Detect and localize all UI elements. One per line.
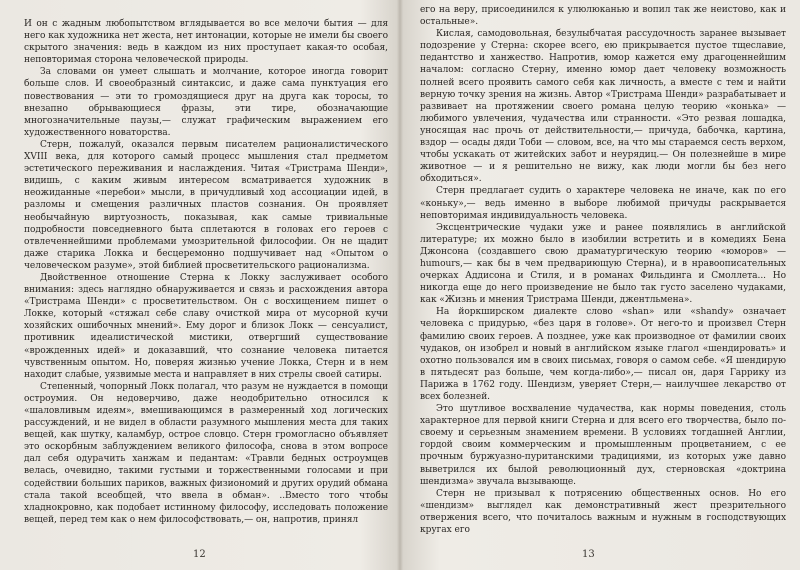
- page-number-left: 12: [193, 549, 206, 560]
- right-paragraph-6: Это шутливое восхваление чудачества, как нормы поведения, столь характерное для первой книги Стерна и для всего его творчества, было по-своему и серьезным знамением времени. В условиях тогдашней Англии, гордой своим коммерческим и промышленным процветанием, с ее прочным буржуазно-пуританскими традициями, из которых уже давно выветрился их былой революционный дух, стерновская «доктрина шендизма» звучала вызывающе.: [420, 404, 786, 487]
- left-paragraph-1: И он с жадным любопытством вглядывается во все мелочи бытия — для него как художника нет жеста, нет интонации, которые не имели бы своего скрытого значения: ведь в каждом из них проступает какая-то особая, неповторимая сторона человеческой природы.: [24, 19, 388, 66]
- left-paragraph-5: Степенный, чопорный Локк полагал, что разум не нуждается в помощи остроумия. Он недоверчиво, даже неодобрительно относился к «шаловливым идеям», вмешивающимся в размеренный ход логических рассуждений, и не видел в области разумного мышления места для таких вещей, как шутку, каламбур, острое словцо. Стерн громогласно объявляет это оскорбным заблуждением великого философа, снова в этом вопросе дал себя одурачить ханжам и педантам: «Травли бедных остроумцев велась, очевидно, такими густыми и торжественными голосами и при содействии больших париков, важных физиономий и других орудий обмана стала такой всеобщей, что ввела в обман». ..Вместо того чтобы хладнокровно, как подобает истинному философу, исследовать положение вещей, перед тем как о нем философствовать,— он, напротив, принял: [24, 381, 388, 525]
- right-paragraph-3: Стерн предлагает судить о характере человека не иначе, как по его «коньку»,— ведь именно в выборе любимой причуды раскрывается неповторимая индивидуальность человека.: [420, 186, 786, 221]
- left-paragraph-4: Двойственное отношение Стерна к Локку заслуживает особого внимания: здесь наглядно обнаруживается и связь и расхождения автора «Тристрама Шенди» с просветительством. Он с восхищением пишет о Локке, который «стяжал себе славу очисткой мира от мусорной кучи хозяйских ошибочных мнений». Ему дорог и близок Локк — сенсуалист, противник идеалистической мистики, отвергший существование «врожденных идей» и доказавший, что сознание человека питается чувственным опытом. Но, поверяя жизнью учение Локка, Стерн и в нем находит слабые, уязвимые места и направляет в них стрелы своей сатиры.: [24, 272, 388, 380]
- left-paragraph-2: За словами он умеет слышать и молчание, которое иногда говорит больше слов. И своеобразный синтаксис, и даже сама пунктуация его повествования — эти то громоздящиеся друг на друга как торосы, то внезапно обрывающиеся фразы, эти тире, обозначающие многозначительные паузы,— служат графическим выражением его художественного новаторства.: [24, 67, 388, 138]
- right-paragraph-2: Кислая, самодовольная, безулыбчатая рассудочность заранее вызывает подозрение у Стерна: скорее всего, ею прикрывается пустое тщеславие, педантство и ханжество. Напротив, юмор кажется ему драгоценнейшим началом: согласно Стерну, именно юмор дает человеку возможность полней всего проявить самого себя как личность, а вместе с тем и найти верную точку зрения на жизнь. Автор «Тристрама Шенди» разрабатывает и развивает на протяжении своего романа целую теорию «конька» — любимого увлечения, чудачества или странности. «Это резвая лошадка, уносящая нас прочь от действительности,— причуда, бабочка, картина, вздор — осады дяди Тоби — словом, все, на что мы стараемся сесть верхом, чтобы ускакать от житейских забот и неурядиц.— Он полезнейше в мире животное — и я решительно не вижу, как люди могли бы без него обходиться».: [420, 29, 786, 185]
- left-paragraph-3: Стерн, пожалуй, оказался первым писателем рационалистического XVIII века, для которого самый процесс мышления стал предметом эстетического переживания и наслаждения. Читая «Тристрама Шенди», видишь, с каким живым интересом всматривается художник в неожиданные «перебои» мысли, в причудливый ход ассоциации идей, в разломы и смещения различных пластов сознания. Он проявляет необычайную виртуозность, показывая, как самые тривиальные подробности повседневного быта сплетаются в головах его героев с отвлеченнейшими проблемами умозрительной философии. Он не щадит даже старика Локка и бесцеремонно подшучивает над «Опытом о человеческом разуме», этой библией просветительского рационализма.: [24, 139, 388, 271]
- right-paragraph-5: На йоркширском диалекте слово «shan» или «shandy» означает человека с придурью, «без царя в голове». От него-то и произвел Стерн фамилию своих героев. А позднее, уже как производное от фамилии своих чудаков, он изобрел и новый в английском языке глагол «шендировать» и охотно пользовался им в своих письмах, говоря о самом себе. «Я шендирую в пятьдесят раз больше, чем когда-либо»,— писал он, даря Гаррику из Парижа в 1762 году. Шендизм, уверяет Стерн,— наилучшее лекарство от всех болезней.: [420, 307, 786, 402]
- right-paragraph-7: Стерн не призывал к потрясению общественных основ. Но его «шендизм» выглядел как демонстративный жест презрительного отвержения всего, что почиталось важным и нужным в господствующих кругах его: [420, 488, 786, 536]
- right-paragraph-4: Эксцентрические чудаки уже и ранее появлялись в английской литературе; их можно было в изобилии встретить и в комедиях Бена Джонсона (создавшего свою драматургическую теорию «юморов» — humours,— как бы в чем предвариющую Стерна), и в нравоописательных очерках Аддисона и Стиля, и в романах Фильдинга и Смоллета... Но никогда еще до него произведение не было так густо заселено чудаками, как «Жизнь и мнения Тристрама Шенди, джентльмена».: [420, 222, 786, 306]
- right-paragraph-1: его на веру, присоединился к улюлюканью и вопил так же неистово, как и остальные».: [420, 5, 786, 28]
- page-number-right: 13: [582, 549, 595, 560]
- right-page: [400, 0, 800, 570]
